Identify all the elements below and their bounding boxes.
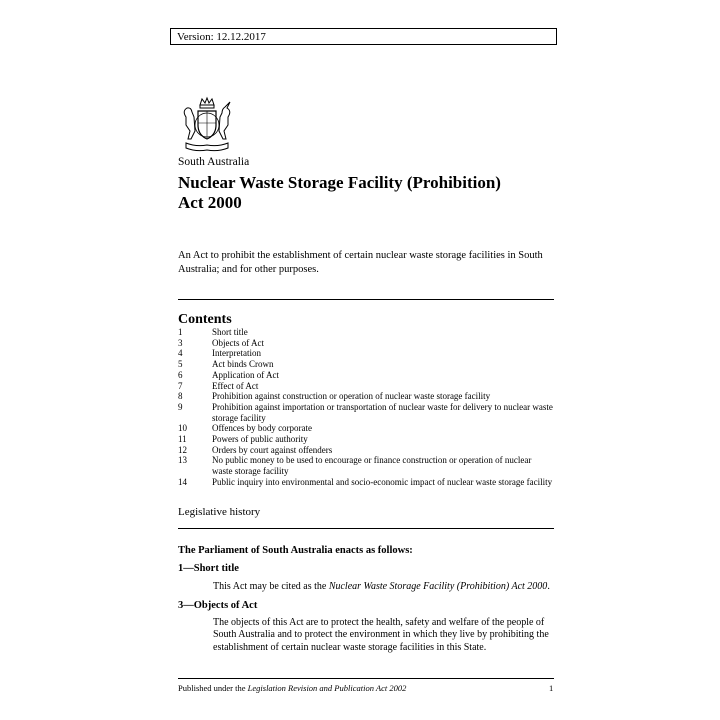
contents-item-number: 8 xyxy=(178,391,183,402)
footer-divider xyxy=(178,678,554,679)
contents-item[interactable] xyxy=(178,370,554,381)
act-title-line1: Nuclear Waste Storage Facility (Prohibition) xyxy=(178,173,501,192)
section-1-act-name: Nuclear Waste Storage Facility (Prohibition) Act 2000 xyxy=(328,581,548,592)
contents-item[interactable] xyxy=(178,327,554,338)
page-number: 1 xyxy=(549,683,554,693)
long-title: An Act to prohibit the establishment of certain nuclear waste storage facilities in South Australia; and for other purposes. xyxy=(178,250,543,275)
contents-item[interactable] xyxy=(178,455,554,476)
section-3-heading: 3—Objects of Act xyxy=(178,600,258,611)
footer-published xyxy=(178,683,406,693)
section-1-text-suffix: . xyxy=(547,581,550,592)
contents-item-title: Public inquiry into environmental and socio-economic impact of nuclear waste storage facility xyxy=(212,476,553,487)
contents-item-number: 7 xyxy=(178,380,183,391)
contents-item[interactable] xyxy=(178,381,554,392)
contents-item[interactable] xyxy=(178,423,554,434)
footer-published-prefix: Published under the xyxy=(178,683,248,693)
contents-item-number: 14 xyxy=(178,476,187,487)
contents-item-title: Orders by court against offenders xyxy=(212,444,333,455)
contents-item-number: 4 xyxy=(178,348,183,359)
contents-item-title: Short title xyxy=(212,327,248,337)
contents-item-title: Interpretation xyxy=(212,348,261,359)
section-1-text-prefix: This Act may be cited as the xyxy=(213,581,329,592)
contents-item-title: Application of Act xyxy=(212,369,279,380)
contents-item-number: 1 xyxy=(178,327,183,337)
contents-item[interactable] xyxy=(178,359,554,370)
contents-item-title: Effect of Act xyxy=(212,380,259,391)
version-text: Version: 12.12.2017 xyxy=(177,31,266,43)
contents-item-title: Prohibition against construction or operation of nuclear waste storage facility xyxy=(212,391,491,402)
contents-list xyxy=(178,327,554,488)
contents-item[interactable] xyxy=(178,402,554,423)
contents-item-title: Act binds Crown xyxy=(212,359,274,370)
contents-item-number: 13 xyxy=(178,455,187,466)
contents-item-number: 11 xyxy=(178,434,187,445)
contents-item-title: No public money to be used to encourage or finance construction or operation of nuclear waste storage facility xyxy=(212,455,532,477)
contents-item-title: Offences by body corporate xyxy=(212,423,313,434)
contents-item[interactable] xyxy=(178,477,554,488)
contents-item[interactable] xyxy=(178,348,554,359)
contents-item-number: 5 xyxy=(178,359,183,370)
coat-of-arms-icon xyxy=(178,95,236,153)
section-3-text: The objects of this Act are to protect the health, safety and welfare of the people of South Australia and to protect the environment in which they live by prohibiting the establishment of certain nuclear waste storage facilities in this State. xyxy=(213,617,549,653)
contents-item-number: 9 xyxy=(178,401,183,412)
section-1-text xyxy=(213,581,558,592)
jurisdiction-label: South Australia xyxy=(178,156,250,168)
contents-heading: Contents xyxy=(178,312,232,327)
contents-item[interactable] xyxy=(178,445,554,456)
contents-item[interactable] xyxy=(178,434,554,445)
contents-item[interactable] xyxy=(178,338,554,349)
enacting-formula: The Parliament of South Australia enacts as follows: xyxy=(178,545,413,556)
contents-item-title: Objects of Act xyxy=(212,337,264,348)
divider-top xyxy=(178,299,554,300)
version-box xyxy=(170,28,557,45)
contents-item-number: 3 xyxy=(178,337,183,348)
footer-published-act: Legislation Revision and Publication Act 2002 xyxy=(247,683,407,693)
legislative-history-link[interactable]: Legislative history xyxy=(178,506,261,518)
section-1-heading: 1—Short title xyxy=(178,563,239,574)
contents-item-number: 10 xyxy=(178,423,187,434)
act-title-line2: Act 2000 xyxy=(178,193,242,212)
contents-item-number: 6 xyxy=(178,369,183,380)
contents-item[interactable] xyxy=(178,391,554,402)
contents-item-title: Prohibition against importation or transportation of nuclear waste for delivery to nuclear waste storage facility xyxy=(212,401,553,423)
contents-item-number: 12 xyxy=(178,444,187,455)
contents-item-title: Powers of public authority xyxy=(212,434,308,445)
divider-bottom xyxy=(178,528,554,529)
act-title xyxy=(178,173,558,213)
